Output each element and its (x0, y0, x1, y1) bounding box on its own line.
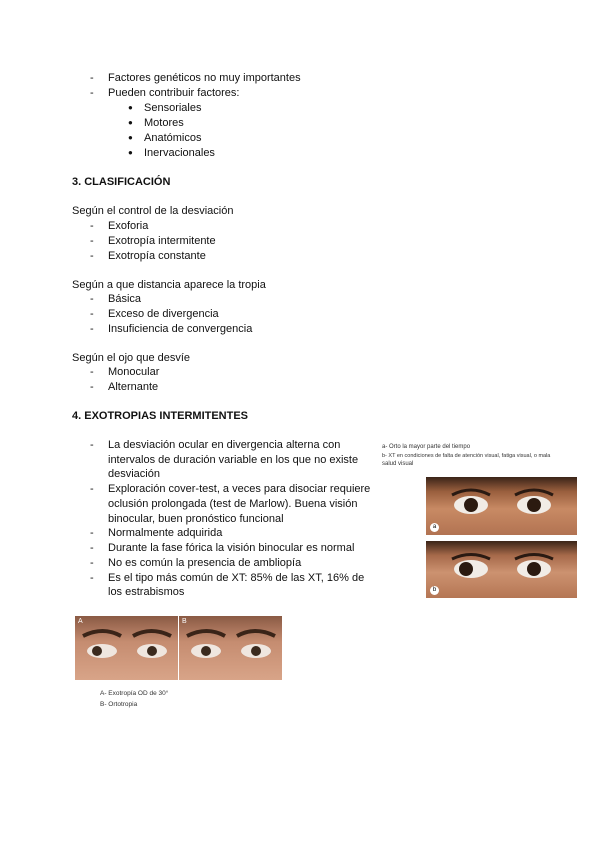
dash-bullet: - (90, 527, 94, 539)
photo-label: a (430, 523, 439, 532)
list-item: Pueden contribuir factores: (108, 87, 240, 99)
dash-bullet: - (90, 72, 94, 84)
dash-bullet: - (90, 220, 94, 232)
dash-bullet: - (90, 572, 94, 584)
list-item-line: Normalmente adquirida (108, 527, 223, 539)
list-item: Básica (108, 293, 142, 305)
list-item-line: Es el tipo más común de XT: 85% de las XT, 16% de (108, 572, 365, 584)
figure-caption-line: A- Exotropía OD de 30° (100, 690, 169, 697)
sub-list-item: Sensoriales (144, 102, 202, 114)
dash-bullet: - (90, 439, 94, 451)
list-item: Factores genéticos no muy importantes (108, 72, 301, 84)
list-item-line: La desviación ocular en divergencia alterna con (108, 439, 341, 451)
list-item-line: desviación (108, 468, 160, 480)
figure-caption-line: salud visual (382, 461, 414, 467)
group-heading: Según a que distancia aparece la tropia (72, 279, 266, 291)
eyes-illustration (75, 616, 178, 680)
adult-eyes-photo-b (179, 616, 282, 680)
eyes-illustration (426, 477, 577, 535)
dash-bullet: - (90, 87, 94, 99)
section-title: 3. CLASIFICACIÓN (72, 176, 171, 188)
sub-list-item: Motores (144, 117, 184, 129)
photo-label: b (430, 586, 439, 595)
dash-bullet: - (90, 381, 94, 393)
list-item: Exceso de divergencia (108, 308, 219, 320)
eyes-illustration (179, 616, 282, 680)
dash-bullet: - (90, 366, 94, 378)
bullet-icon: ● (128, 133, 133, 142)
adult-eyes-photo-a (75, 616, 178, 680)
dash-bullet: - (90, 235, 94, 247)
section-title: 4. EXOTROPIAS INTERMITENTES (72, 410, 249, 422)
list-item: Insuficiencia de convergencia (108, 323, 253, 335)
dash-bullet: - (90, 483, 94, 495)
figure-caption-line: a- Orto la mayor parte del tiempo (382, 444, 471, 450)
list-item: Exoforia (108, 220, 149, 232)
sub-list-item: Inervacionales (144, 147, 215, 159)
bullet-icon: ● (128, 148, 133, 157)
eyes-illustration (426, 541, 577, 598)
list-item-line: intervalos de duración variable en los que no existe (108, 454, 359, 466)
group-heading: Según el control de la desviación (72, 205, 234, 217)
figure-caption-line: b- XT en condiciones de falta de atención visual, fatiga visual, o mala (382, 453, 551, 459)
child-eyes-photo-a (426, 477, 577, 535)
dash-bullet: - (90, 323, 94, 335)
list-item: Exotropía constante (108, 250, 206, 262)
dash-bullet: - (90, 557, 94, 569)
bullet-icon: ● (128, 118, 133, 127)
figure-caption-line: B- Ortotropia (100, 701, 138, 708)
dash-bullet: - (90, 308, 94, 320)
sub-list-item: Anatómicos (144, 132, 202, 144)
list-item-line: Exploración cover-test, a veces para disociar requiere (108, 483, 371, 495)
list-item-line: No es común la presencia de ambliopía (108, 557, 302, 569)
photo-label: A (78, 618, 83, 625)
dash-bullet: - (90, 293, 94, 305)
list-item: Exotropía intermitente (108, 235, 216, 247)
dash-bullet: - (90, 542, 94, 554)
list-item-line: oclusión prolongada (test de Marlow). Buena visión (108, 498, 358, 510)
list-item-line: los estrabismos (108, 586, 185, 598)
photo-label: B (182, 618, 187, 625)
group-heading: Según el ojo que desvíe (72, 352, 191, 364)
list-item: Alternante (108, 381, 159, 393)
bullet-icon: ● (128, 103, 133, 112)
list-item: Monocular (108, 366, 160, 378)
list-item-line: binocular, buen pronóstico funcional (108, 513, 284, 525)
dash-bullet: - (90, 250, 94, 262)
list-item-line: Durante la fase fórica la visión binocular es normal (108, 542, 355, 554)
child-eyes-photo-b (426, 541, 577, 598)
